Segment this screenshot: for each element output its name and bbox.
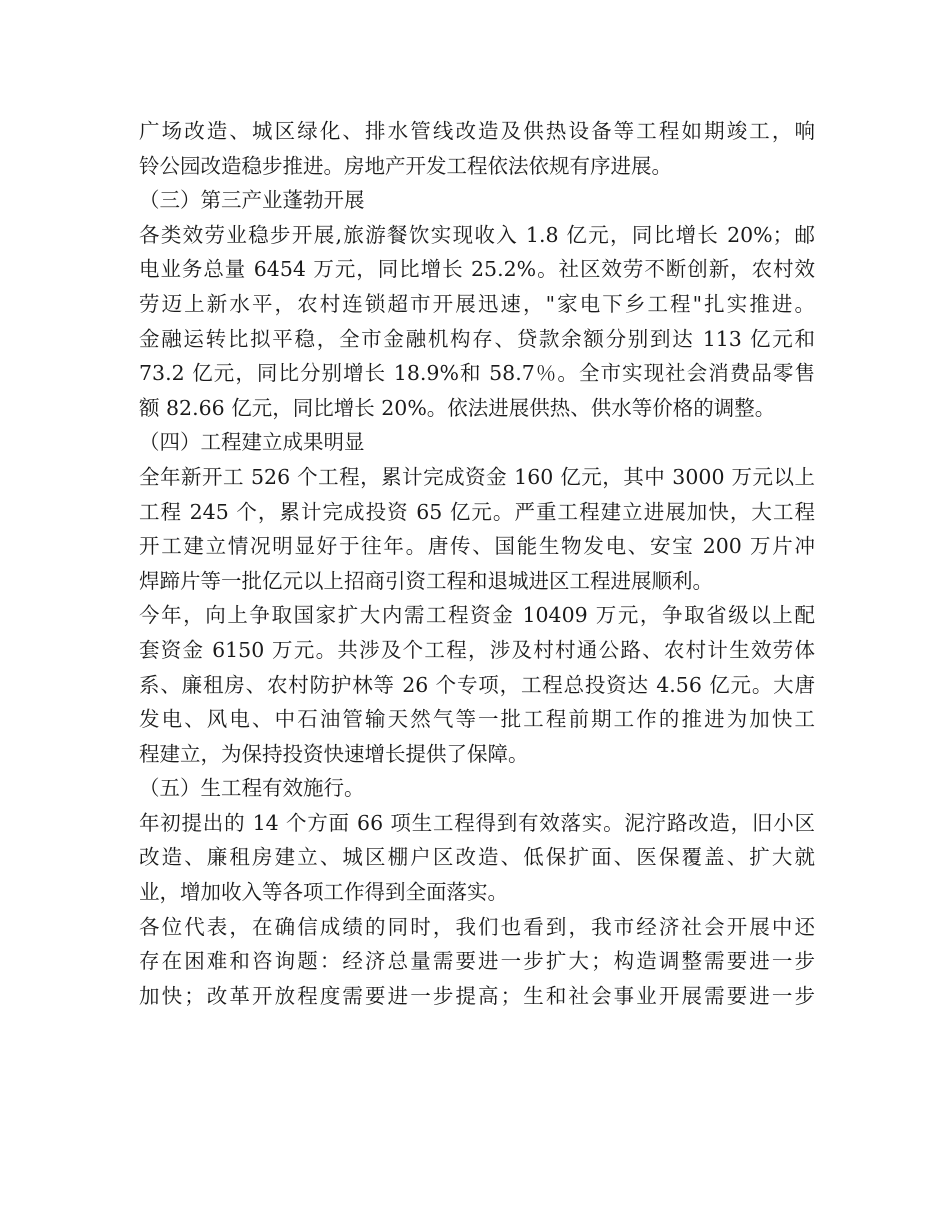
text-line: 套资金 6150 万元。共涉及个工程，涉及村村通公路、农村计生效劳体 <box>139 637 815 662</box>
text-line: 开工建立情况明显好于往年。唐传、国能生物发电、安宝 200 万片冲 <box>139 534 815 559</box>
text-line: 铃公园改造稳步推进。房地产开发工程依法依规有序进展。 <box>139 153 672 178</box>
text-line: 广场改造、城区绿化、排水管线改造及供热设备等工程如期竣工，响 <box>139 119 815 143</box>
text-line: 年初提出的 14 个方面 66 项生工程得到有效落实。泥泞路改造，旧小区 <box>139 810 815 835</box>
text-line: 各类效劳业稳步开展,旅游餐饮实现收入 1.8 亿元，同比增长 20%；邮 <box>139 222 815 247</box>
text-line: 焊蹄片等一批亿元以上招商引资工程和退城进区工程进展顺利。 <box>139 568 713 593</box>
text-line: 额 82.66 亿元，同比增长 20%。依法进展供热、供水等价格的调整。 <box>139 395 776 420</box>
text-line: 各位代表，在确信成绩的同时，我们也看到，我市经济社会开展中还 <box>139 914 815 939</box>
text-line: 改造、廉租房建立、城区棚户区改造、低保扩面、医保覆盖、扩大就 <box>139 845 815 870</box>
section-heading: （四）工程建立成果明显 <box>139 430 365 455</box>
text-line: 73.2 亿元，同比分别增长 18.9%和 58.7％。全市实现社会消费品零售 <box>139 361 815 386</box>
text-line: 劳迈上新水平，农村连锁超市开展迅速，"家电下乡工程"扎实推进。 <box>139 291 815 316</box>
text-line: 电业务总量 6454 万元，同比增长 25.2%。社区效劳不断创新，农村效 <box>139 257 815 282</box>
text-line: 金融运转比拟平稳，全市金融机构存、贷款余额分别到达 113 亿元和 <box>139 326 815 351</box>
section-heading: （五）生工程有效施行。 <box>139 776 365 801</box>
text-line: 全年新开工 526 个工程，累计完成资金 160 亿元，其中 3000 万元以上 <box>139 464 815 489</box>
text-line: 发电、风电、中石油管输天然气等一批工程前期工作的推进为加快工 <box>139 707 815 732</box>
text-line: 业，增加收入等各项工作得到全面落实。 <box>139 880 508 905</box>
text-line: 加快；改革开放程度需要进一步提高；生和社会事业开展需要进一步 <box>139 983 815 1008</box>
text-line: 存在困难和咨询题：经济总量需要进一步扩大；构造调整需要进一步 <box>139 949 815 974</box>
text-line: 工程 245 个，累计完成投资 65 亿元。严重工程建立进展加快，大工程 <box>139 499 815 524</box>
section-heading: （三）第三产业蓬勃开展 <box>139 188 365 213</box>
document-body <box>139 114 815 1013</box>
text-line: 程建立，为保持投资快速增长提供了保障。 <box>139 741 529 766</box>
text-line: 系、廉租房、农村防护林等 26 个专项，工程总投资达 4.56 亿元。大唐 <box>139 672 815 697</box>
text-line: 今年，向上争取国家扩大内需工程资金 10409 万元，争取省级以上配 <box>139 603 815 628</box>
